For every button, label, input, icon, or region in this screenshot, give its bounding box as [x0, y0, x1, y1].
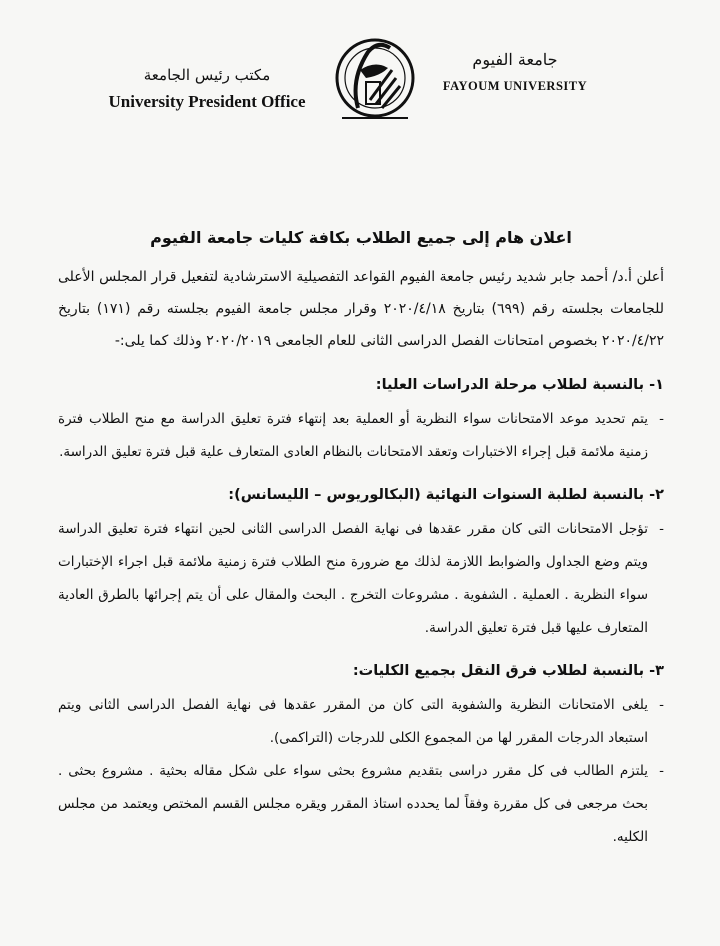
president-office-heading — [92, 66, 322, 112]
bullet-text: يلتزم الطالب فى كل مقرر دراسى بتقديم مشروع بحثى سواء على شكل مقاله بحثية . مشروع بحثى . بحث مرجعى فى كل مقررة وفقاً لما يحدده استاذ المقرر ويقره مجلس القسم المختص ويعتمد من مجلس الكليه. — [58, 763, 648, 845]
dash-marker: - — [659, 521, 664, 537]
dash-marker: - — [659, 763, 664, 779]
fayoum-university-logo-icon — [330, 30, 420, 130]
bullet-item — [58, 689, 664, 755]
bullet-item — [58, 403, 664, 469]
announcement-intro: أعلن أ.د/ أحمد جابر شديد رئيس جامعة الفيوم القواعد التفصيلية الاسترشادية لتفعيل قرار المجلس الأعلى للجامعات بجلسته رقم (٦٩٩) بتاريخ ٢٠٢٠/٤/١٨ وقرار مجلس جامعة الفيوم بجلسته رقم (١٧١) بتاريخ ٢٠٢٠/٤/٢٢ بخصوص امتحانات الفصل الدراسى الثانى للعام الجامعى ٢٠٢٠/٢٠١٩ وذلك كما يلى:- — [58, 269, 665, 349]
president-office-english: University President Office — [108, 92, 306, 111]
bullet-text: تؤجل الامتحانات التى كان مقرر عقدها فى نهاية الفصل الدراسى الثانى لحين انتهاء فترة تعليق الدراسة ويتم وضع الجداول والضوابط اللازمة لذلك مع ضرورة منح الطلاب فترة زمنية ملائمة قبل اجراء الإختبارات سواء النظرية . العملية . الشفوية . مشروعات التخرج . البحث والمقال على أن يتم إجرائها بالطرق العادية المتعارف عليها قبل فترة تعليق الدراسة. — [58, 521, 648, 636]
announcement-title: اعلان هام إلى جميع الطلاب بكافة كليات جامعة الفيوم — [150, 228, 572, 247]
announcement-body — [58, 228, 664, 854]
university-heading — [430, 50, 600, 94]
section-heading: ٣- بالنسبة لطلاب فرق النقل بجميع الكليات: — [352, 663, 664, 679]
university-name-arabic: جامعة الفيوم — [472, 50, 558, 69]
section-heading: ٢- بالنسبة لطلبة السنوات النهائية (البكالوريوس – الليسانس): — [228, 487, 664, 503]
president-office-arabic: مكتب رئيس الجامعة — [143, 66, 271, 84]
section-final-year — [58, 481, 664, 645]
bullet-text: يتم تحديد موعد الامتحانات سواء النظرية أو العملية بعد إنتهاء فترة تعليق الدراسة مع منح الطلاب فترة زمنية ملائمة قبل إجراء الاختبارات وتعقد الامتحانات بالنظام العادى المتعارف علية قبل فترة تعليق الدراسة. — [58, 411, 648, 460]
bullet-text: يلغى الامتحانات النظرية والشفوية التى كان من المقرر عقدها فى نهاية الفصل الدراسى الثانى ويتم استبعاد الدرجات المقرر لها من المجموع الكلى للدرجات (التراكمى). — [58, 697, 648, 746]
dash-marker: - — [659, 697, 664, 713]
section-postgraduate — [58, 371, 664, 469]
bullet-item — [58, 755, 664, 854]
dash-marker: - — [659, 411, 664, 427]
bullet-item — [58, 513, 664, 645]
university-name-english: FAYOUM UNIVERSITY — [442, 79, 588, 93]
section-transfer-years — [58, 657, 664, 854]
letterhead — [0, 0, 720, 150]
section-heading: ١- بالنسبة لطلاب مرحلة الدراسات العليا: — [375, 377, 664, 393]
